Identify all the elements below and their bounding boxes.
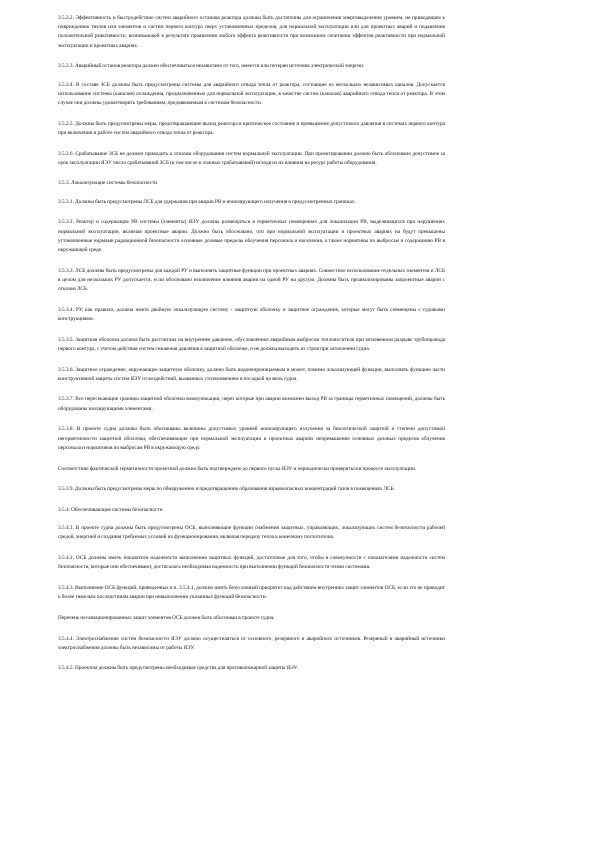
paragraph-3-5-3-9: 3.5.3.9. Должны быть предусмотрены меры по обнаружению и предотвращению образования взрывоопасных концентраций газов в помещениях ЛСБ.: [58, 486, 395, 493]
paragraph-3-5-2-2: 3.5.2.2. Эффективность и быстродействие систем аварийного останова реактора должны быть достаточны для ограничения энерговыделения уровнем, не приводящим к повреждению твэлов или элементов и систем первого контура сверх установленных пределов, для нормальной эксплуатации или для проектных аварий и подавления положительной реактивности, возникающей в результате проявления любого эффекта реактивности при возможном сочетании эффектов реактивности при нормальной эксплуатации и проектных авариях.: [58, 15, 445, 49]
paragraph-3-5-2-6: 3.5.2.6. Срабатывание ЗСБ не должно приводить к отказам оборудования систем нормальной эксплуатации. При проектировании должно быть обосновано допустимое за срок эксплуатации ЯЭУ число срабатываний ЗСБ (в том числе и ложных срабатываний) исходя из их влияния на ресурс работы оборудования.: [58, 150, 445, 166]
paragraph-3-5-2-4: 3.5.2.4. В составе ЗСБ должны быть предусмотрены системы для аварийного отвода тепла от реактора, состоящие из нескольких независимых каналов. Допускается использование системы (каналов) охлаждения, предназначенных для нормальной эксплуатации, в качестве систем (каналов) аварийного отвода тепла от реактора. В этом случае они должны удовлетворять требованиям, предъявляемым к системам безопасности.: [58, 81, 445, 106]
paragraph-3-5-3-2: 3.5.3.2. Реактор и содержащие РВ системы (элементы) ЯЭУ должны размещаться в герметичных помещениях для локализации РВ, выделяющихся при нарушениях нормальной эксплуатации, включая проектные аварии. Должно быть обосновано, что при нормальной эксплуатации и проектных авариях на будут превышены установленные нормами радиационной безопасности основные дозовые пределы облучения персонала и населения, а также нормативы по выбросам и содержанию РВ в окружающей среде.: [58, 219, 445, 253]
paragraph-3-5-4-5: 3.5.4.5. Проектом должны быть предусмотрены необходимые средства для противопожарной защиты ЯЭУ.: [58, 665, 298, 672]
paragraph-protection-list: Перечень несанкционированных защит элементов ОСБ должен быть обоснован в проекте судна.: [58, 614, 275, 621]
paragraph-3-5-3-8: 3.5.3.8. В проекте судна должны быть обоснованы величины допустимых уровней ионизирующего излучения за биологической защитой и степени допустимой негерметичности защитной оболочки, обеспечивающие при нормальной эксплуатации и проектных авариях непревышение основных дозовых пределов облучения персонала и нормативов по выбросам РВ в окружающую среду.: [58, 426, 445, 451]
paragraph-3-5-3-3: 3.5.3.3. ЛСБ должны быть предусмотрены для каждой РУ и выполнять защитные функции при проектных авариях. Совместное использование отдельных элементов и ЛСБ в целом для нескольких РУ допускается, если обосновано исключение влияния аварии на одной РУ на другую. Должны быть проанализированы запроектные аварии с отказом ЛСБ.: [58, 267, 445, 293]
paragraph-3-5-3-6: 3.5.3.6. Защитное ограждение, окружающее защитную оболочку, должно быть водонепроницаемым и может, помимо локализующей функции, выполнять функцию части конструктивной защиты систем ЯЭУ от воздействий, вызванных столкновением и посадкой на мель судна.: [58, 366, 445, 382]
paragraph-3-5-4-3: 3.5.4.3. Выполнение ОСБ функций, приведенных в п. 3.5.4.1, должно иметь безусловный приоритет над действием внутренних защит элементов ОСБ, если это не приводит к более тяжелым последствиям аварии при невыполнении указанных функций безопасности.: [58, 584, 445, 601]
section-heading-3-5-3: 3.5.3. Локализующие системы безопасности: [58, 180, 158, 187]
paragraph-3-5-2-5: 3.5.2.5. Должны быть предусмотрены меры, предотвращающие выход реактора в критическое состояние и превышение допустимого давления в системах первого контура при включении и работе систем аварийного отвода тепла от реактора.: [58, 120, 445, 136]
paragraph-3-5-3-7: 3.5.3.7. Все пересекающие границы защитной оболочки коммуникации, через которые при аварии возможен выход РВ за границы герметичных помещений, должны быть оборудованы изолирующими элементами.: [58, 396, 445, 412]
paragraph-3-5-4-2: 3.5.4.2. ОСБ должны иметь показатели надежности выполнения защитных функций, достаточные для того, чтобы в совокупности с показателями надежности систем безопасности, которые они обеспечивают, достигалась необходимая надежность при выполнении функций безопасности этими системами.: [58, 555, 445, 571]
paragraph-3-5-2-3: 3.5.2.3. Аварийный останов реактора должен обеспечиваться независимо от того, имеется или потерян источник электрической энергии.: [58, 63, 365, 70]
paragraph-3-5-4-4: 3.5.4.4. Электроснабжение систем безопасности ЯЭУ должно осуществляться от основного, резервного и аварийного источников. Резервный и аварийный источники электроснабжения должны быть независимы от работы ЯЭУ.: [58, 635, 445, 651]
paragraph-3-5-3-5: 3.5.3.5. Защитная оболочка должна быть рассчитана на внутреннее давление, обусловленное аварийным выбросом теплоносителя при мгновенном разрыве трубопровода первого контура, с учетом действия систем снижения давления в защитной оболочке, и не должна выходить из строя при затоплении судна.: [58, 336, 445, 352]
paragraph-3-5-4-1: 3.5.4.1. В проекте судна должны быть предусмотрены ОСБ, выполняющие функции снабжения защитных, управляющих, локализующих систем безопасности рабочей средой, энергией и создания требуемых условий их функционирования, включая передачу тепла к конечному поглотителю.: [58, 525, 445, 541]
paragraph-3-5-3-4: 3.5.3.4. РУ, как правило, должна иметь двойную локализующую систему - защитную оболочку и защитное ограждение, которые могут быть совмещены с судовыми конструкциями.: [58, 306, 445, 322]
paragraph-3-5-3-1: 3.5.3.1. Должны быть предусмотрены ЛСБ для удержания при аварии РВ и ионизирующего излучения в предусмотренных границах.: [58, 198, 356, 205]
paragraph-tightness-confirmation: Соответствие фактической герметичности проектной должно быть подтверждено до первого пуска ЯЭУ и периодически проверяться в процессе эксплуатации.: [58, 465, 417, 472]
section-heading-3-5-4: 3.5.4. Обеспечивающие системы безопасности: [58, 506, 163, 513]
